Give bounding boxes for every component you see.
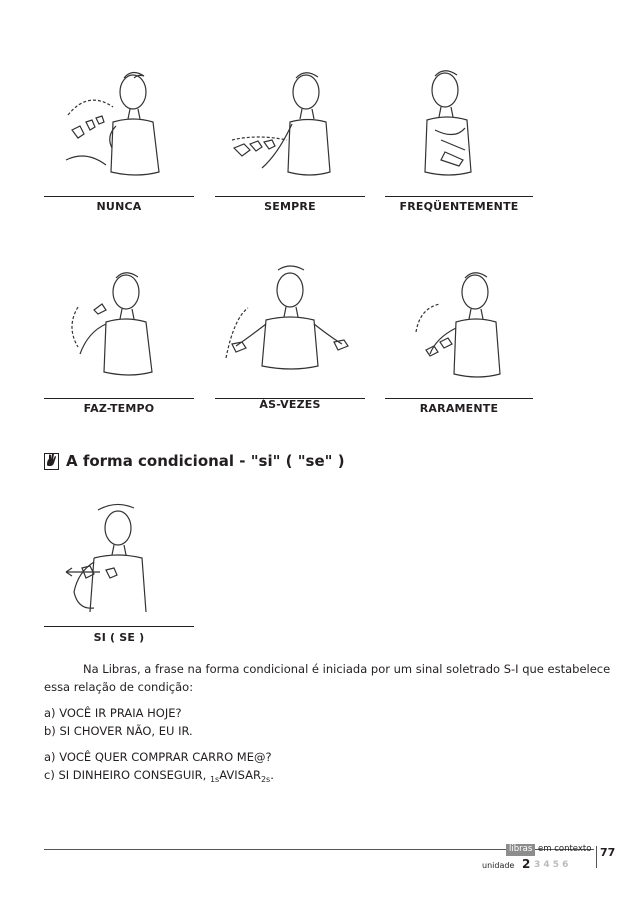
footer-context: em contexto (538, 844, 592, 854)
example-c (44, 766, 274, 789)
example-c-verb: AVISAR (219, 768, 261, 782)
footer-divider (596, 846, 597, 868)
caption-sempre: SEMPRE (264, 200, 316, 213)
example-c-subscript-2: 2s (260, 775, 271, 784)
caption-raramente: RARAMENTE (419, 402, 499, 415)
caption-frequentemente: FREQÜENTEMENTE (399, 200, 519, 213)
example-c-prefix: c) SI DINHEIRO CONSEGUIR, (44, 768, 210, 782)
sign-illustration-frequentemente (405, 60, 535, 190)
caption-rule-si (44, 626, 194, 627)
footer-unit-number: 2 (522, 857, 531, 871)
page-number: 77 (600, 846, 616, 859)
example-c-subscript-1: 1s (209, 775, 220, 784)
caption-si: SI ( SE ) (93, 631, 145, 644)
footer-unit-label: unidade (482, 861, 515, 870)
footer-unit-others: 3 4 5 6 (534, 860, 569, 870)
paragraph-line-2: essa relação de condição: (44, 680, 194, 694)
sign-illustration-as-vezes (222, 262, 362, 392)
example-a2: a) VOCÊ QUER COMPRAR CARRO ME@? (44, 750, 272, 764)
sign-illustration-sempre (228, 62, 358, 192)
caption-faz-tempo: FAZ-TEMPO (83, 402, 155, 415)
section-title: A forma condicional - "si" ( "se" ) (66, 452, 345, 470)
caption-nunca: NUNCA (96, 200, 142, 213)
sign-illustration-raramente (400, 262, 530, 392)
section-heading (44, 452, 345, 470)
caption-rule-2 (215, 196, 365, 197)
sign-illustration-faz-tempo (58, 262, 188, 392)
hand-sign-icon (44, 453, 59, 470)
example-b1: b) SI CHOVER NÃO, EU IR. (44, 724, 193, 738)
footer-badge: libras (506, 844, 535, 856)
sign-illustration-nunca (58, 60, 188, 190)
caption-as-vezes: ÀS-VEZES (259, 398, 321, 411)
paragraph-line-1: Na Libras, a frase na forma condicional é iniciada por um sinal soletrado S-I que estabelece (83, 662, 611, 676)
example-a1: a) VOCÊ IR PRAIA HOJE? (44, 706, 182, 720)
caption-rule-3 (385, 196, 533, 197)
caption-rule-6 (385, 398, 533, 399)
caption-rule-1 (44, 196, 194, 197)
example-c-end: . (270, 768, 274, 782)
sign-illustration-si (60, 496, 190, 618)
caption-rule-4 (44, 398, 194, 399)
